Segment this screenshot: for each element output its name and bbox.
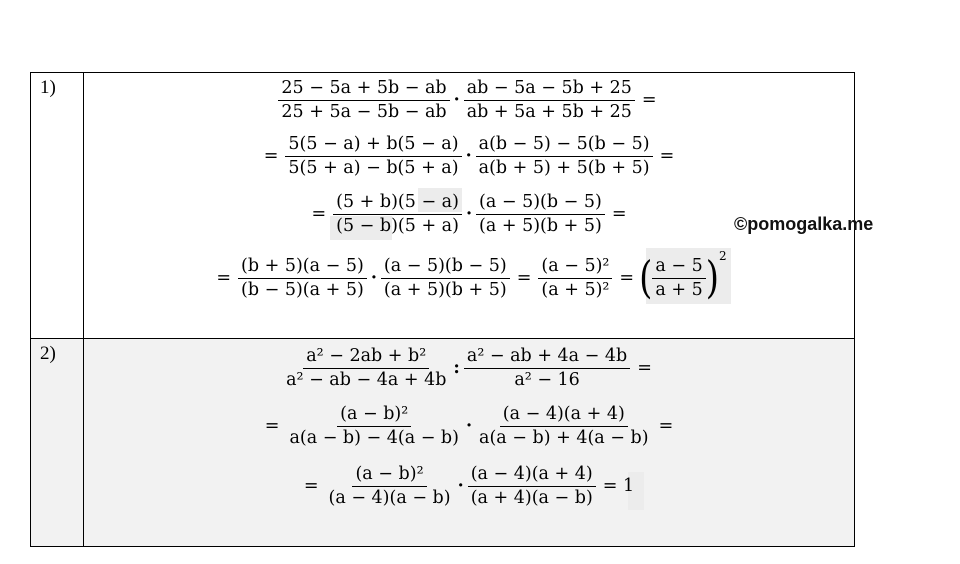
fraction: $\frac{(5 + b)(5 - a)}{(5 - b)(5 + a)}$: [333, 191, 462, 238]
fraction: $\frac{(a - 5)(b - 5)}{(a + 5)(b + 5)}$: [476, 191, 605, 238]
fraction: $\frac{ab - 5a - 5b + 25}{ab + 5a + 5b + 25}$: [464, 77, 635, 124]
fraction: $\frac{\text{(a − b)²}}{(a - 4)(a - b)}$: [328, 463, 451, 508]
row2-line2: = $\frac{\text{(a − b)²}}{a(a - b) - 4(a - b)}$ · $\frac{(a - 4)(a + 4)}{a(a - b) + 4(a - b)}$ =: [264, 403, 674, 448]
row2-label: 2): [40, 343, 56, 364]
fraction: $\frac{\text{(a − b)²}}{a(a - b) - 4(a - b)}$: [289, 403, 459, 448]
row1-line1: $\frac{25 - 5a + 5b - ab}{25 + 5a - 5b - ab}$ · $\frac{ab - 5a - 5b + 25}{ab + 5a + 5b + 25}$ =: [84, 74, 854, 126]
table-top-border: [30, 72, 855, 73]
row1-line4: = $\frac{(b + 5)(a - 5)}{(b - 5)(a + 5)}$ · $\frac{(a - 5)(b - 5)}{(a + 5)(b + 5)}$ = $\frac{\text{(a − 5)²}}{\text{(a + 5)²}}$ = ( $\frac{a - 5}{a + 5}$ ) 2: [216, 249, 727, 304]
fraction: $\frac{\text{a² − ab + 4a − 4b}}{\text{a² − 16}}$: [464, 345, 630, 392]
fraction: $\frac{a(b - 5) - 5(b - 5)}{a(b + 5) + 5(b + 5)}$: [476, 133, 653, 180]
row2-label-shading: [31, 339, 83, 546]
table-right-border: [854, 72, 855, 547]
fraction: $\frac{\text{(a − 5)²}}{\text{(a + 5)²}}$: [538, 255, 612, 302]
fraction: $\frac{(a - 4)(a + 4)}{(a + 4)(a - b)}$: [468, 463, 596, 510]
table-row-divider: [30, 338, 855, 339]
fraction: $\frac{(b + 5)(a - 5)}{(b - 5)(a + 5)}$: [238, 255, 367, 302]
row2-line3: = $\frac{\text{(a − b)²}}{(a - 4)(a - b)}$ · $\frac{(a - 4)(a + 4)}{(a + 4)(a - b)}$ = 1: [303, 463, 635, 508]
table-left-border: [30, 72, 31, 547]
row1-line2: = $\frac{5(5 - a) + b(5 - a)}{5(5 + a) - b(5 + a)}$ · $\frac{a(b - 5) - 5(b - 5)}{a(b + 5) + 5(b + 5)}$ =: [263, 133, 675, 178]
row1-line3: = $\frac{(5 + b)(5 - a)}{(5 - b)(5 + a)}$ · $\frac{(a - 5)(b - 5)}{(a + 5)(b + 5)}$ =: [311, 191, 627, 236]
fraction: $\frac{a - 5}{a + 5}$: [652, 255, 705, 302]
fraction: $\frac{25 - 5a + 5b - ab}{25 + 5a - 5b - ab}$: [278, 77, 449, 124]
row2-line1: $\frac{\text{a² − 2ab + b²}}{\text{a² − ab − 4a + 4b}}$ : $\frac{\text{a² − ab + 4a − 4b}}{\text{a² − 16}}$ =: [84, 342, 854, 394]
fraction: $\frac{\text{a² − 2ab + b²}}{\text{a² − ab − 4a + 4b}}$: [286, 345, 447, 390]
fraction: $\frac{(a - 4)(a + 4)}{a(a - b) + 4(a - b)}$: [479, 403, 649, 448]
fraction: $\frac{(a - 5)(b - 5)}{(a + 5)(b + 5)}$: [381, 255, 510, 302]
table-bottom-border: [30, 546, 855, 547]
row1-label: 1): [40, 77, 56, 98]
watermark: ©pomogalka.me: [734, 214, 874, 234]
fraction: $\frac{5(5 - a) + b(5 - a)}{5(5 + a) - b(5 + a)}$: [285, 133, 461, 180]
